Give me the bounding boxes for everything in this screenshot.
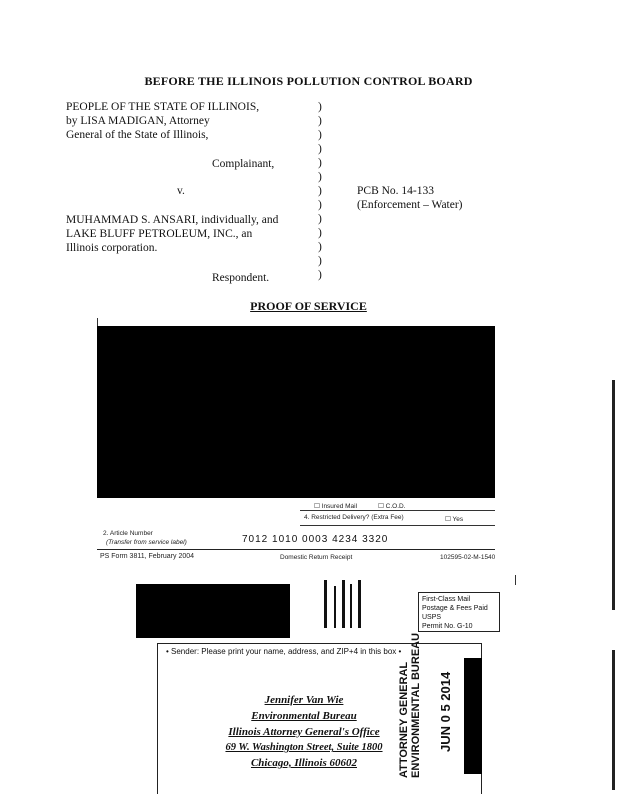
versus-label: v. [177, 185, 185, 197]
checkbox-icon: ☐ [445, 516, 451, 523]
address-block [214, 694, 394, 769]
paren: ) [318, 143, 322, 155]
paren: ) [318, 185, 322, 197]
permit-line: USPS [422, 614, 442, 621]
ps-form-label: PS Form 3811, February 2004 [100, 553, 195, 560]
paren: ) [318, 115, 322, 127]
address-line: Environmental Bureau [251, 710, 357, 722]
address-line: Chicago, Illinois 60602 [250, 757, 358, 769]
address-line: Illinois Attorney General's Office [228, 726, 380, 738]
case-number: PCB No. 14-133 [357, 185, 434, 197]
article-number-sub: (Transfer from service label) [106, 539, 187, 546]
permit-line: Permit No. G-10 [422, 623, 473, 630]
restricted-delivery-label: 4. Restricted Delivery? (Extra Fee) [304, 514, 404, 521]
case-number-block [357, 184, 463, 212]
article-number: 7012 1010 0003 4234 3320 [242, 534, 389, 545]
receipt-bottom-rule [97, 549, 495, 550]
sender-instruction: • Sender: Please print your name, address, and ZIP+4 in this box • [166, 647, 402, 656]
caption-line: LAKE BLUFF PETROLEUM, INC., an [66, 228, 253, 240]
paren: ) [318, 129, 322, 141]
domestic-return-receipt-label: Domestic Return Receipt [280, 554, 353, 561]
scan-edge-mark [612, 380, 615, 610]
address-line: 69 W. Washington Street, Suite 1800 [225, 742, 383, 753]
stamp-date: JUN 0 5 2014 [438, 671, 453, 752]
permit-line: Postage & Fees Paid [422, 605, 488, 612]
paren: ) [318, 269, 322, 281]
permit-line: First-Class Mail [422, 596, 471, 603]
paren: ) [318, 157, 322, 169]
complainant-label: Complainant, [212, 158, 275, 170]
paren: ) [318, 255, 322, 267]
form-code: 102595-02-M-1540 [440, 554, 496, 561]
receipt-rule [300, 525, 495, 526]
caption-line: by LISA MADIGAN, Attorney [66, 115, 210, 127]
caption-parens [318, 100, 328, 282]
paren: ) [318, 227, 322, 239]
paren: ) [318, 213, 322, 225]
case-type: (Enforcement – Water) [357, 199, 463, 211]
complainant-block [66, 100, 259, 142]
checkbox-icon: ☐ [314, 503, 320, 510]
caption-line: PEOPLE OF THE STATE OF ILLINOIS, [66, 101, 260, 113]
paren: ) [318, 241, 322, 253]
paren: ) [318, 101, 322, 113]
respondent-block [66, 213, 278, 255]
barcode-icon [324, 580, 364, 630]
yes-option: ☐ Yes [445, 516, 464, 523]
insured-mail-option: ☐ Insured Mail [314, 503, 358, 510]
redaction-block [136, 584, 290, 638]
paren: ) [318, 171, 322, 183]
redaction-bar [464, 658, 482, 774]
receipt-rule [300, 510, 495, 511]
stamp-line: ATTORNEY GENERAL [398, 661, 410, 778]
caption-line: MUHAMMAD S. ANSARI, individually, and [66, 214, 279, 226]
caption-line: Illinois corporation. [66, 242, 158, 254]
caption-line: General of the State of Illinois, [66, 129, 209, 141]
article-number-label: 2. Article Number [103, 530, 153, 537]
stamp-line: ENVIRONMENTAL BUREAU [410, 632, 422, 778]
edge-mark [515, 575, 516, 585]
cod-option: ☐ C.O.D. [378, 503, 406, 510]
scan-edge-mark [612, 650, 615, 790]
checkbox-icon: ☐ [378, 503, 384, 510]
paren: ) [318, 199, 322, 211]
proof-of-service-title: PROOF OF SERVICE [250, 299, 367, 313]
court-heading: BEFORE THE ILLINOIS POLLUTION CONTROL BOARD [144, 74, 473, 88]
respondent-label: Respondent. [212, 272, 270, 284]
received-stamp [398, 633, 422, 778]
address-line: Jennifer Van Wie [264, 694, 344, 706]
redaction-block [97, 326, 495, 498]
postage-permit-box [418, 592, 500, 632]
